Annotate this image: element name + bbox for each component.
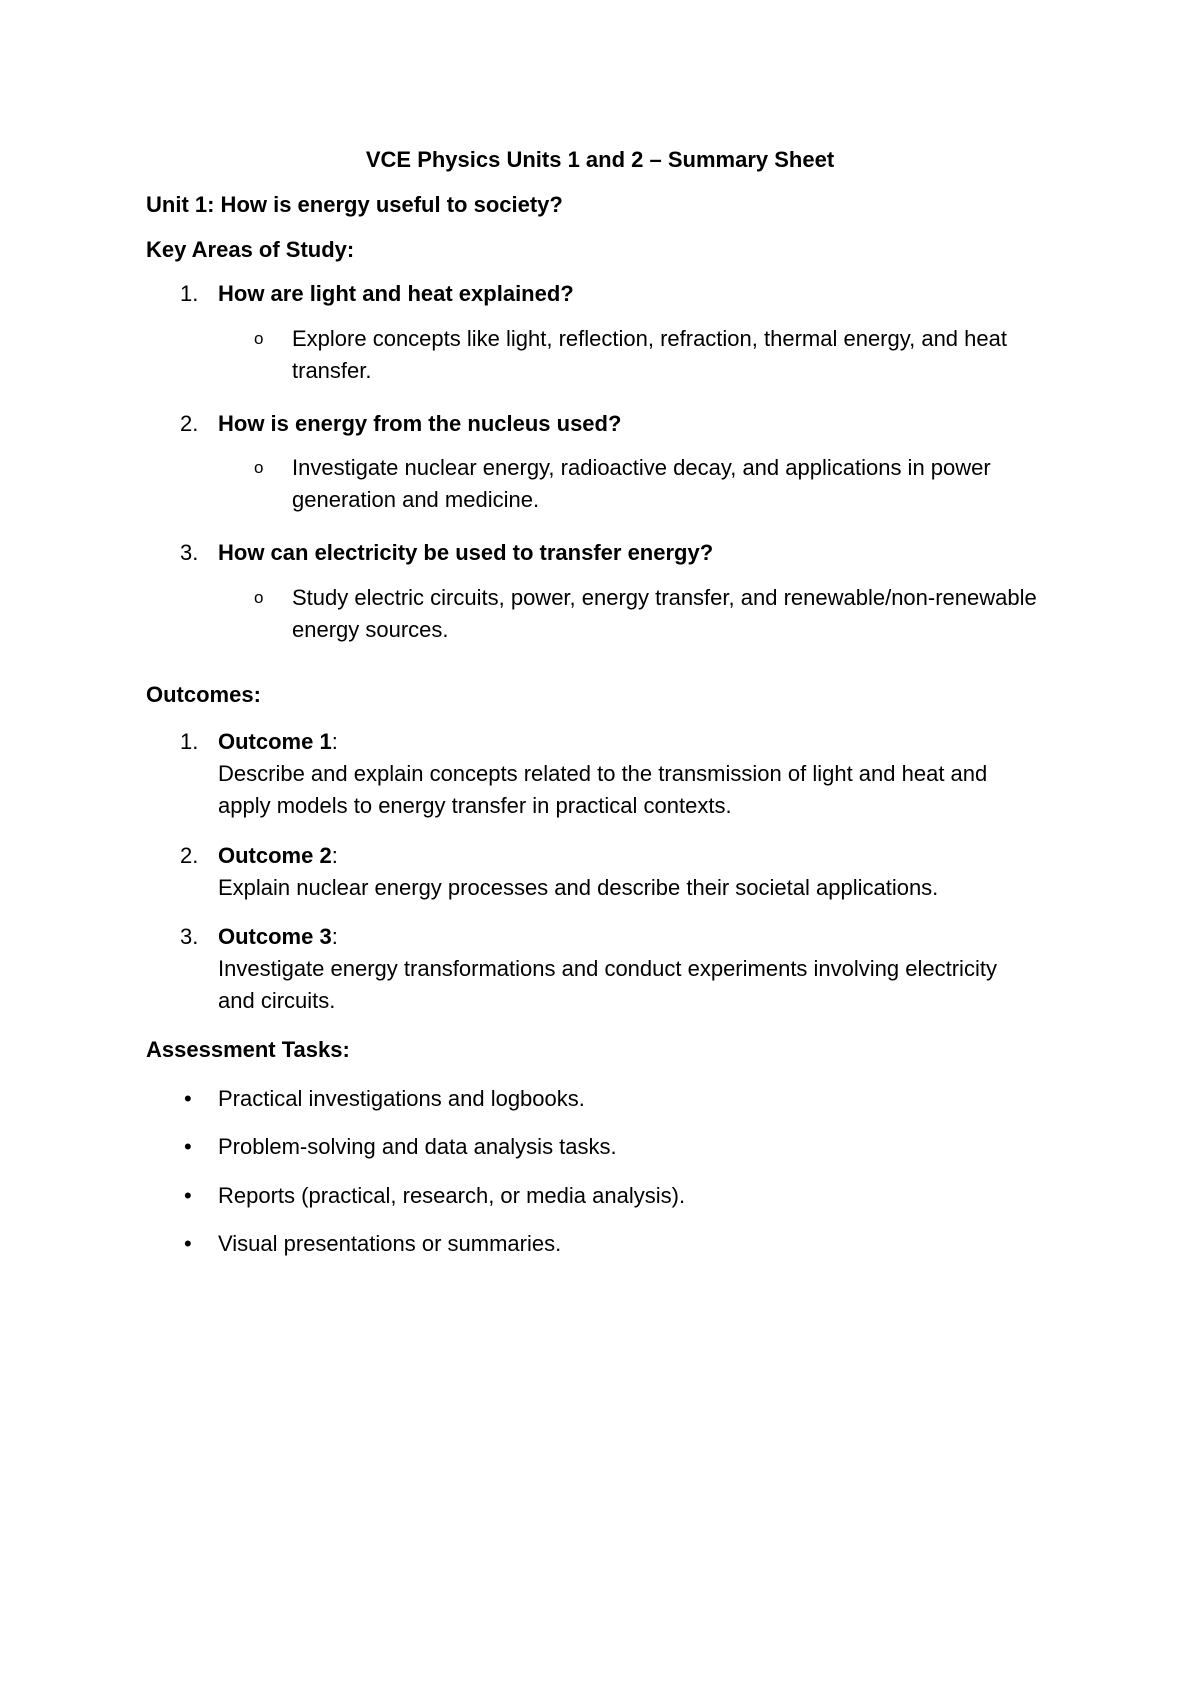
document-title: VCE Physics Units 1 and 2 – Summary Sheet: [365, 147, 835, 172]
key-area-question: How are light and heat explained?: [218, 281, 574, 306]
outcome-colon: :: [331, 843, 338, 868]
sub-bullet-marker: o: [254, 458, 264, 477]
sub-bullet-marker: o: [254, 329, 264, 348]
outcome-label: Outcome 1: [218, 729, 332, 754]
assessment-text: Problem-solving and data analysis tasks.: [218, 1134, 617, 1159]
outcome-content: [218, 840, 1038, 904]
bullet-marker: •: [184, 1183, 192, 1208]
key-area-detail-text: Explore concepts like light, reflection, refraction, thermal energy, and heat transfer.: [292, 326, 1007, 383]
outcome-text: Investigate energy transformations and conduct experiments involving electricity and circuits.: [218, 956, 997, 1013]
assessment-text: Practical investigations and logbooks.: [218, 1086, 585, 1111]
assessment-text: Reports (practical, research, or media analysis).: [218, 1183, 686, 1208]
bullet-marker: •: [184, 1086, 192, 1111]
outcome-label: Outcome 3: [218, 924, 332, 949]
key-area-detail-text: Study electric circuits, power, energy transfer, and renewable/non-renewable energy sources.: [292, 585, 1037, 642]
outcome-text: Explain nuclear energy processes and describe their societal applications.: [218, 875, 939, 900]
outcomes-heading: Outcomes:: [146, 682, 261, 707]
list-number: 1.: [180, 729, 199, 754]
assessment-heading: Assessment Tasks:: [146, 1037, 350, 1062]
outcome-label: Outcome 2: [218, 843, 332, 868]
outcome-content: [218, 921, 1038, 1017]
list-number: 3.: [180, 924, 199, 949]
outcome-text: Describe and explain concepts related to the transmission of light and heat and apply models to energy transfer in practical contexts.: [218, 761, 988, 818]
list-number: 2.: [180, 843, 199, 868]
list-number: 1.: [180, 281, 199, 306]
key-area-question: How is energy from the nucleus used?: [218, 411, 622, 436]
sub-bullet-marker: o: [254, 588, 264, 607]
assessment-text: Visual presentations or summaries.: [218, 1231, 562, 1256]
key-area-detail-text: Investigate nuclear energy, radioactive decay, and applications in power generation and medicine.: [292, 455, 991, 512]
outcome-colon: :: [331, 924, 338, 949]
unit-heading: Unit 1: How is energy useful to society?: [146, 192, 563, 217]
list-number: 3.: [180, 540, 199, 565]
key-areas-heading: Key Areas of Study:: [146, 237, 355, 262]
outcome-colon: :: [331, 729, 338, 754]
outcome-content: [218, 726, 1038, 822]
bullet-marker: •: [184, 1231, 192, 1256]
bullet-marker: •: [184, 1134, 192, 1159]
key-area-question: How can electricity be used to transfer energy?: [218, 540, 714, 565]
list-number: 2.: [180, 411, 199, 436]
